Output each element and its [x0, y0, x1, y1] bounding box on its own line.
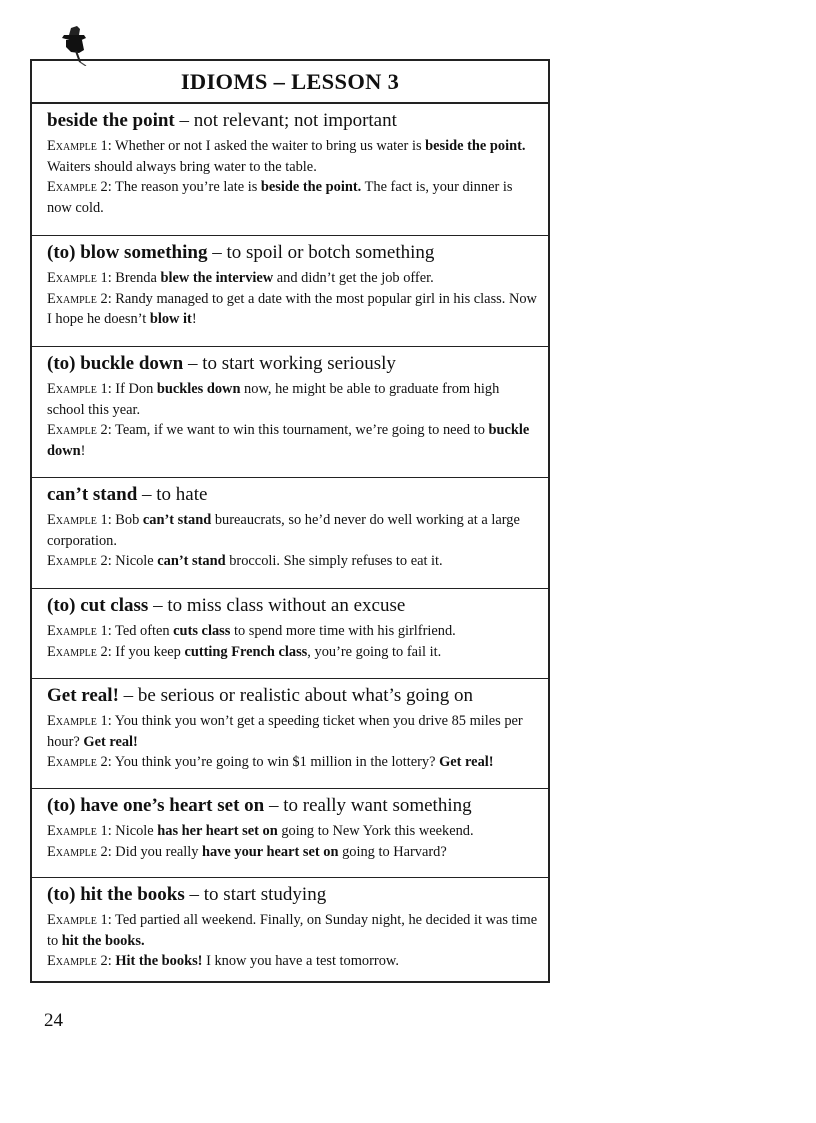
- example-1: Example 1: Ted often cuts class to spend more time with his girlfriend.: [47, 623, 456, 639]
- idiom-term: beside the point: [47, 110, 175, 131]
- example-2: Example 2: You think you’re going to win $1 million in the lottery? Get real!: [47, 754, 494, 771]
- example-label: Example 1:: [47, 823, 112, 839]
- idiom-entry: [32, 236, 548, 347]
- example-label: Example 2:: [47, 643, 112, 660]
- example-label: Example 2:: [47, 754, 112, 771]
- example-1: Example 1: Brenda blew the interview and didn’t get the job offer.: [47, 270, 434, 286]
- idiom-term: can’t stand: [47, 484, 138, 505]
- example-label: Example 2:: [47, 290, 112, 307]
- example-label: Example 1:: [47, 713, 112, 729]
- example-2: Example 2: Team, if we want to win this tournament, we’re going to need to buckle down!: [47, 422, 530, 459]
- example-label: Example 1:: [47, 912, 112, 928]
- idiom-entry: [32, 104, 548, 236]
- idiom-heading: [47, 352, 538, 376]
- idiom-term: (to) cut class: [47, 595, 149, 616]
- example-2: Example 2: If you keep cutting French class, you’re going to fail it.: [47, 643, 442, 660]
- example-1: Example 1: You think you won’t get a speeding ticket when you drive 85 miles per hour? Get real!: [47, 713, 523, 750]
- idiom-entry: [32, 589, 548, 679]
- example-label: Example 2:: [47, 953, 112, 970]
- idiom-term: (to) have one’s heart set on: [47, 795, 265, 816]
- example-label: Example 1:: [47, 623, 112, 639]
- idiom-heading: [47, 483, 538, 507]
- idiom-heading: [47, 883, 538, 907]
- idioms-lesson-box: [30, 59, 550, 983]
- example-label: Example 1:: [47, 270, 112, 286]
- example-2: Example 2: Randy managed to get a date with the most popular girl in his class. Now I hope he doesn’t blow it!: [47, 290, 537, 328]
- example-label: Example 2:: [47, 553, 112, 570]
- example-label: Example 2:: [47, 422, 112, 439]
- example-1: Example 1: Nicole has her heart set on going to New York this weekend.: [47, 823, 474, 839]
- idiom-term: (to) buckle down: [47, 353, 184, 374]
- idiom-term: Get real!: [47, 685, 119, 706]
- idiom-entry: [32, 347, 548, 478]
- idiom-term: (to) hit the books: [47, 884, 185, 905]
- idiom-entry: [32, 789, 548, 878]
- example-label: Example 1:: [47, 138, 112, 154]
- example-2: Example 2: Nicole can’t stand broccoli. She simply refuses to eat it.: [47, 553, 443, 570]
- idiom-heading: [47, 241, 538, 265]
- idiom-term: (to) blow something: [47, 242, 208, 263]
- idiom-heading: [47, 684, 538, 708]
- idiom-entry: [32, 478, 548, 589]
- idiom-entry: [32, 679, 548, 789]
- idiom-heading: [47, 109, 538, 133]
- idiom-definition: – not relevant; not important: [174, 110, 397, 131]
- idiom-heading: [47, 794, 538, 818]
- idiom-definition: – to start working seriously: [183, 353, 396, 374]
- idiom-definition: – to really want something: [264, 795, 472, 816]
- idiom-definition: – be serious or realistic about what’s going on: [118, 685, 473, 706]
- example-2: Example 2: The reason you’re late is beside the point. The fact is, your dinner is now cold.: [47, 179, 513, 216]
- idiom-entry: [32, 878, 548, 979]
- example-1: Example 1: Whether or not I asked the waiter to bring us water is beside the point. Waiters should always bring water to the table.: [47, 138, 526, 175]
- idiom-definition: – to spoil or botch something: [207, 242, 435, 263]
- example-label: Example 2:: [47, 843, 112, 860]
- page-number: 24: [44, 1010, 63, 1031]
- idiom-heading: [47, 594, 538, 618]
- example-1: Example 1: Bob can’t stand bureaucrats, so he’d never do well working at a large corporation.: [47, 512, 520, 549]
- example-label: Example 1:: [47, 381, 112, 397]
- lesson-title: IDIOMS – LESSON 3: [32, 61, 548, 104]
- idiom-definition: – to miss class without an excuse: [148, 595, 406, 616]
- idiom-definition: – to start studying: [184, 884, 327, 905]
- example-label: Example 2:: [47, 179, 112, 196]
- example-2: Example 2: Did you really have your heart set on going to Harvard?: [47, 843, 447, 860]
- example-1: Example 1: Ted partied all weekend. Finally, on Sunday night, he decided it was time to hit the books.: [47, 912, 538, 949]
- example-2: Example 2: Hit the books! I know you have a test tomorrow.: [47, 953, 399, 970]
- idiom-definition: – to hate: [137, 484, 208, 505]
- example-label: Example 1:: [47, 512, 112, 528]
- example-1: Example 1: If Don buckles down now, he might be able to graduate from high school this year.: [47, 381, 500, 418]
